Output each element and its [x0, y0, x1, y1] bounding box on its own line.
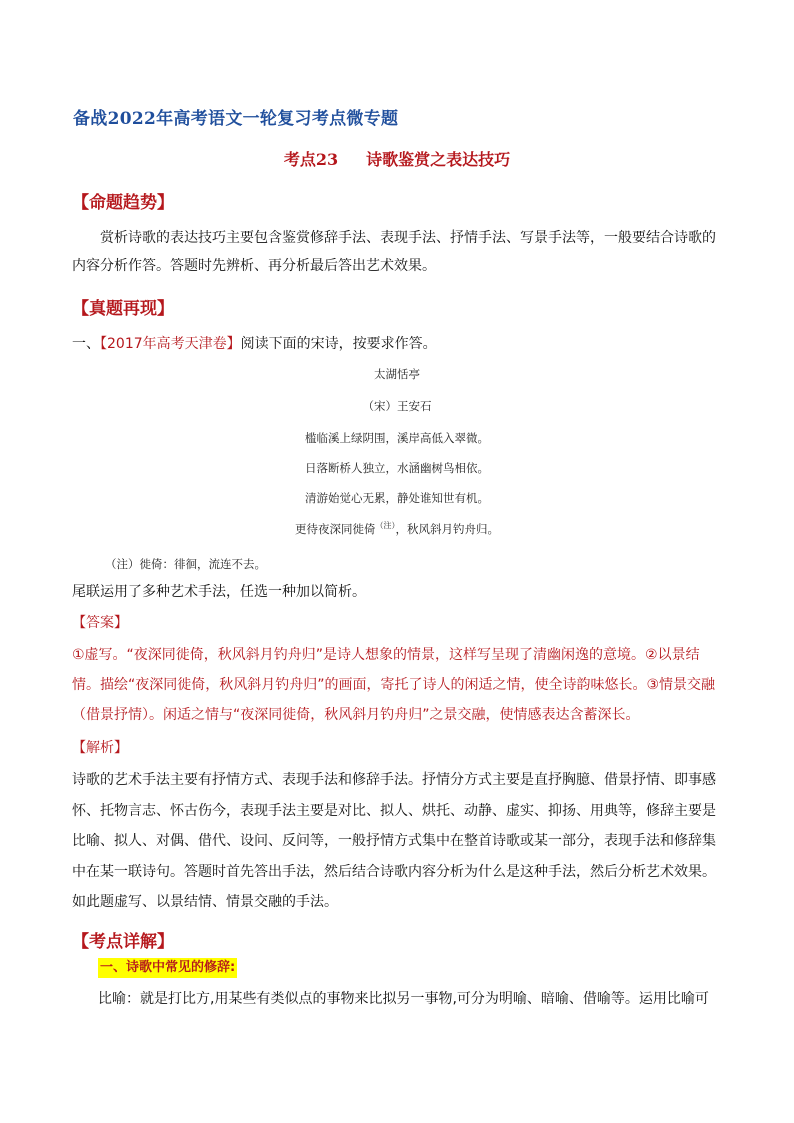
topic-title: [0, 147, 794, 170]
question-prompt: 尾联运用了多种艺术手法，任选一种加以简析。: [72, 584, 366, 600]
question-line: [72, 333, 437, 353]
poem-line-4: [0, 520, 794, 537]
poem-author: （宋）王安石: [362, 399, 432, 413]
question-prefix: 一、: [72, 336, 100, 352]
question-source: 【2017年高考天津卷】: [100, 336, 241, 352]
poem-line-1: 槛临溪上绿阴围，溪岸高低入翠微。: [305, 431, 489, 445]
poem-note-mark: （注）: [375, 521, 396, 530]
poem-line-3: 清游始觉心无累，静处谁知世有机。: [305, 491, 489, 505]
metaphor-paragraph: 比喻：就是打比方,用某些有类似点的事物来比拟另一事物,可分为明喻、暗喻、借喻等。运用比喻可: [98, 991, 709, 1007]
poem-line-4-after: ，秋风斜月钓舟归。: [395, 521, 499, 536]
analysis-label: 【解析】: [72, 740, 128, 756]
poem-line-2: 日落断桥人独立，水涵幽树鸟相依。: [305, 461, 489, 475]
analysis-text: 诗歌的艺术手法主要有抒情方式、表现手法和修辞手法。抒情分方式主要是直抒胸臆、借景抒情、即事感怀、托物言志、怀古伤今，表现手法主要是对比、拟人、烘托、动静、虚实、抑扬、用典等，修辞主要是比喻、拟人、对偶、借代、设问、反问等，一般抒情方式集中在整首诗歌或某一部分，表现手法和修辞集中在某一联诗句。答题时首先答出手法，然后结合诗歌内容分析为什么是这种手法，然后分析艺术效果。如此题虚写、以景结情、情景交融的手法。: [72, 772, 716, 910]
series-title: 备战2022年高考语文一轮复习考点微专题: [73, 109, 399, 129]
answer-text: ①虚写。“夜深同徙倚，秋风斜月钓舟归”是诗人想象的情景，这样写呈现了清幽闲逸的意境。②以景结情。描绘“夜深同徙倚，秋风斜月钓舟归”的画面，寄托了诗人的闲适之情，使全诗韵味悠长。③情景交融（借景抒情）。闲适之情与“夜深同徙倚，秋风斜月钓舟归”之景交融，使情感表达含蓄深长。: [72, 647, 716, 723]
poem-annotation: （注）徙倚：徘徊，流连不去。: [105, 557, 266, 571]
poem-title: 太湖恬亭: [374, 367, 420, 381]
trend-paragraph: 赏析诗歌的表达技巧主要包含鉴赏修辞手法、表现手法、抒情手法、写景手法等，一般要结合诗歌的内容分析作答。答题时先辨析、再分析最后答出艺术效果。: [72, 230, 716, 274]
section-heading-real: 【真题再现】: [72, 299, 174, 319]
section-heading-trend: 【命题趋势】: [72, 193, 174, 213]
topic-name: 诗歌鉴赏之表达技巧: [366, 150, 511, 169]
poem-line-4-before: 更待夜深同徙倚: [295, 521, 376, 536]
topic-number: 考点23: [283, 150, 339, 169]
section-heading-detail: 【考点详解】: [72, 932, 174, 952]
question-instruction: 阅读下面的宋诗，按要求作答。: [240, 336, 437, 352]
answer-label: 【答案】: [72, 615, 128, 631]
rhetoric-subheading: 一、诗歌中常见的修辞:: [98, 958, 237, 978]
